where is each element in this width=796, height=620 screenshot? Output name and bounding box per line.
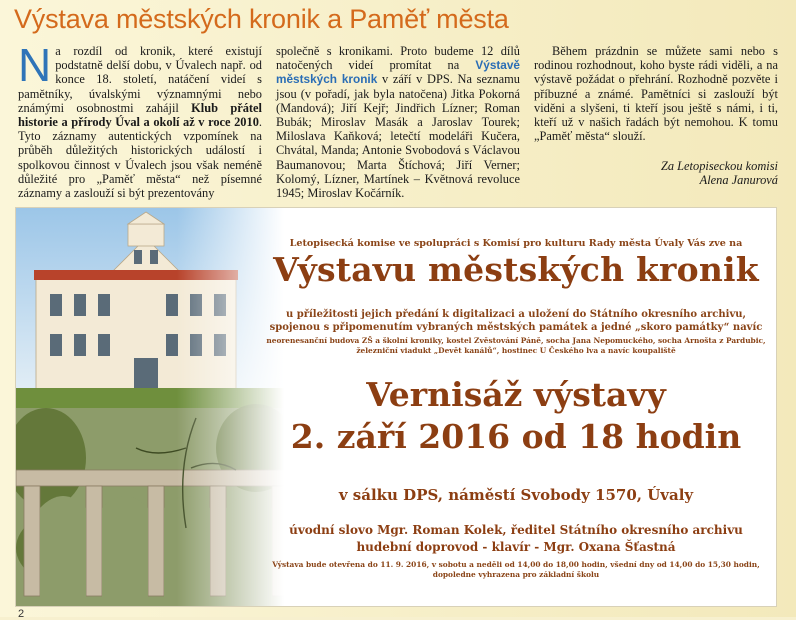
poster-photo-collage (16, 208, 284, 606)
signature-line-1: Za Letopiseckou komisi (660, 159, 778, 174)
vernisage-date: 2. září 2016 od 18 hodin (290, 417, 742, 456)
invitation-intro: Letopisecká komise ve spolupráci s Komisí pro kulturu Rady města Úvaly Vás zve na (289, 238, 743, 249)
occasion-line-1: u příležitosti jejich předání k digitalizaci a uložení do Státního okresního archivu, (285, 309, 747, 320)
invitation-poster (15, 207, 777, 607)
signature-block (534, 159, 778, 187)
article-column-1 (18, 39, 262, 204)
school-and-viaduct-illustration (16, 208, 284, 606)
col2-text-1: společně s kronikami. Proto budeme 12 dílů natočených videí promítat na (276, 44, 520, 73)
exhibition-highlight: Výstavě městských kronik (276, 58, 520, 87)
col1-bold-club: Klub přátel historie a přírody Úval a okolí až v roce 2010 (18, 100, 262, 130)
monuments-list (256, 336, 776, 356)
vernisage-heading (256, 374, 776, 458)
program (256, 522, 776, 556)
vernisage-title: Vernisáž výstavy (366, 375, 666, 414)
music-accompaniment: hudební doprovod - klavír - Mgr. Oxana Šťastná (356, 540, 676, 554)
page-number: 2 (18, 608, 25, 620)
article-column-3 (534, 44, 778, 204)
col1-text-1: a rozdíl od kronik, které existují podstatně delší dobu, v Úvalech např. od konce 18. století, natáčení videí s pamětníky, úvalskými významnými nebo známými osobnostmi zahájil (18, 44, 262, 115)
drop-cap: N (18, 39, 52, 91)
opening-speech: úvodní slovo Mgr. Roman Kolek, ředitel Státního okresního archivu (289, 523, 743, 537)
hours-line-1: Výstava bude otevřena do 11. 9. 2016, v sobotu a neděli od 14,00 do 18,00 hodin, všední dny od 14,00 do 15,30 hodin, (272, 560, 760, 569)
invitation-occasion (256, 308, 776, 334)
article-columns (18, 39, 780, 204)
signature-line-2: Alena Janurová (699, 173, 778, 188)
opening-hours (256, 560, 776, 580)
invitation-text (256, 208, 776, 606)
col3-paragraph: Během prázdnin se můžete sami nebo s rodinou rozhodnout, koho byste rádi viděli, a na výstavě požádat o přehrání. Rozhodně pozvěte i příbuzné a známé. Pamětníci si zaslouží být viděni a slyšeni, ti kteří jsou ještě s námi, i ti, kteří už v našich řadách být nemohou. K tomu „Paměť města“ slouží. (534, 44, 778, 144)
invitation-title: Výstavu městských kronik (273, 250, 759, 289)
hours-line-2: dopoledne vyhrazena pro základní školu (432, 570, 600, 579)
col2-text-2: v září v DPS. Na seznamu jsou (v pořadí, jak byla natočena) Jitka Pokorná (Mandová); Jiří Kejř; Jindřich Lízner; Roman Bubák; Miroslav Masák a Jaroslav Tourek; Miloslava Kaňková; letečtí modeláři Kučera, Chvátal, Manda; Antonie Svobodová s Václavou Baumanovou; Marta Štíchová; Jiří Verner; Kolomý, Lízner, Martínek – Květnová revoluce 1945; Miroslav Kočárník. (276, 72, 520, 201)
monuments-line-2: železniční viadukt „Devět kanálů“, hostinec U Českého lva a navíc koupaliště (356, 346, 676, 355)
col1-text-2: . Tyto záznamy autentických vzpomínek na průběh důležitých historických událostí i spolkovou činnost v Úvalech jsou však neméně důležité pro „Paměť města“ než písemné záznamy a zaslouží si být prezentovány (18, 115, 262, 201)
page-headline: Výstava městských kronik a Paměť města (14, 4, 509, 34)
article-column-2 (276, 44, 520, 204)
monuments-line-1: neorenesanční budova ZŠ a školní kroniky, kostel Zvěstování Páně, socha Jana Nepomuckého, socha Arnošta z Pardubic, (266, 336, 766, 345)
occasion-line-2: spojenou s připomenutím vybraných městských památek a jedné „skoro památky“ navíc (269, 322, 763, 333)
venue: v sálku DPS, náměstí Svobody 1570, Úvaly (338, 486, 694, 504)
